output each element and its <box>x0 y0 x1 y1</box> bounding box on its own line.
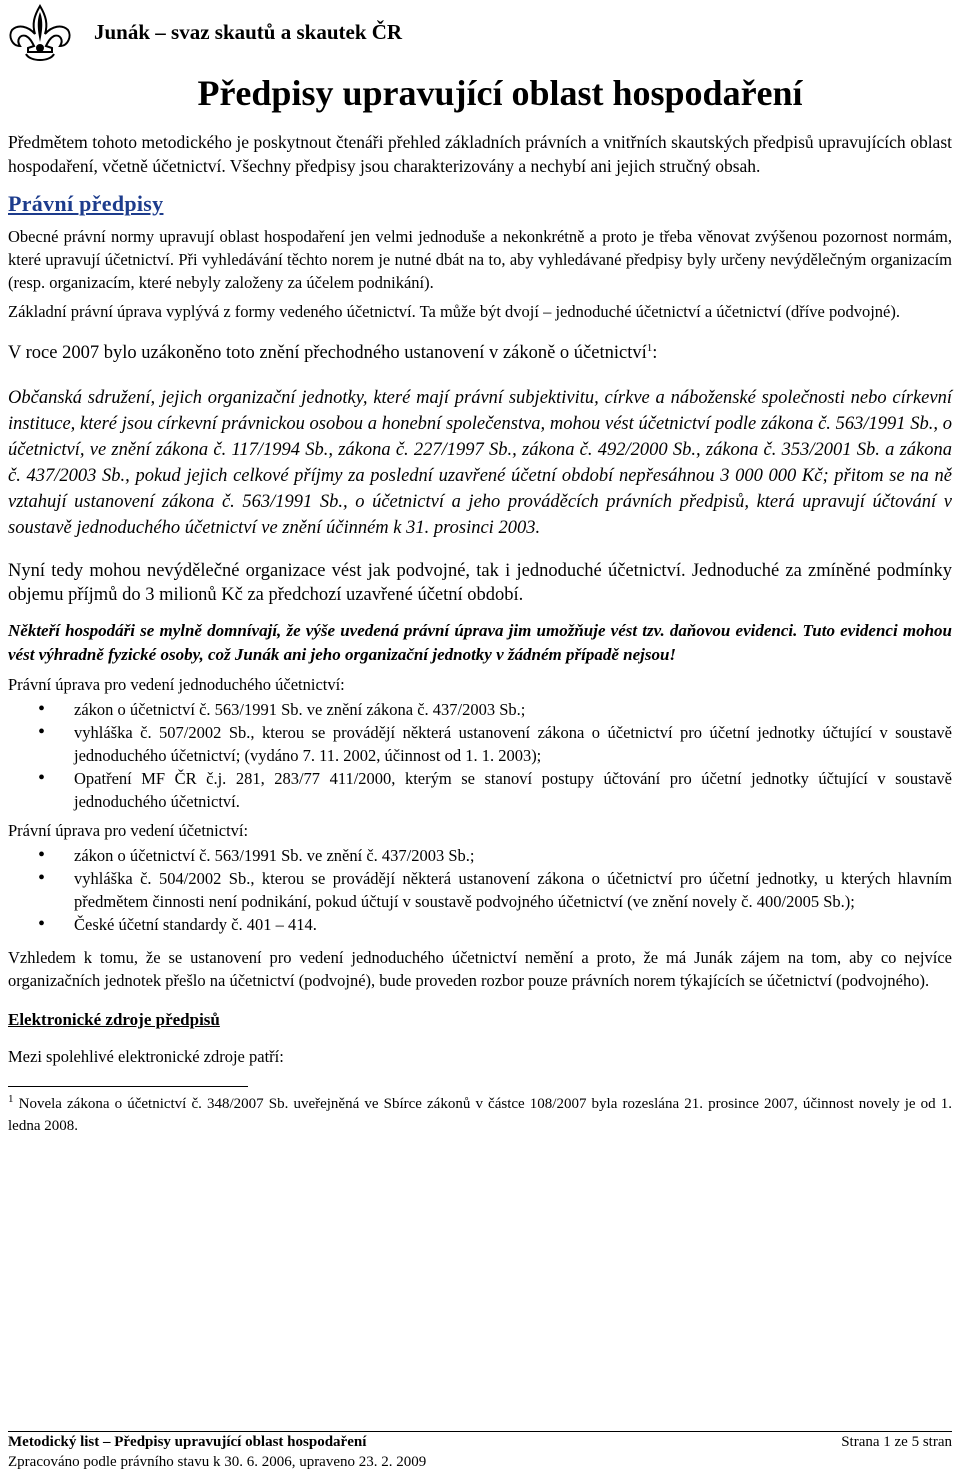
section-heading-electronic-sources: Elektronické zdroje předpisů <box>8 1010 220 1029</box>
warning-paragraph: Někteří hospodáři se mylně domnívají, že výše uvedená právní úprava jim umožňuje vést tzv. daňovou evidenci. Tuto evidenci mohou vést výhradně fyzické osoby, což Junák ani jeho organizační jednotky v žádném případě nejsou! <box>8 621 952 664</box>
paragraph-analysis: Vzhledem k tomu, že se ustanovení pro vedení jednoduchého účetnictví nemění a proto, že má Junák zájem na tom, aby co nejvíce organizačních jednotek přešlo na účetnictví (podvojné), bude proveden rozbor pouze právních norem týkajících se účetnictví (podvojného). <box>8 948 952 990</box>
footnote-text: Novela zákona o účetnictví č. 348/2007 Sb. uveřejněná ve Sbírce zákonů v částce 108/2007 byla rozeslána 21. prosince 2007, účinnost novely je od 1. ledna 2008. <box>8 1096 952 1134</box>
amendment-text-end: : <box>652 343 658 363</box>
list-item: • České účetní standardy č. 401 – 414. <box>8 913 952 936</box>
list-item: • zákon o účetnictví č. 563/1991 Sb. ve znění č. 437/2003 Sb.; <box>8 844 952 867</box>
list-accounting <box>8 844 952 936</box>
footnote <box>8 1093 952 1137</box>
list-item: • Opatření MF ČR č.j. 281, 283/77 411/2000, kterým se stanoví postupy účtování pro účetní jednotky účtující v soustavě jednoduchého účetnictví. <box>8 767 952 813</box>
footer-revision: Zpracováno podle právního stavu k 30. 6. 2006, upraveno 23. 2. 2009 <box>8 1454 427 1470</box>
list1-intro: Právní úprava pro vedení jednoduchého účetnictví: <box>8 675 345 694</box>
footnote-ref[interactable]: 1 <box>646 341 653 354</box>
page-header <box>4 2 944 66</box>
list-simple-accounting <box>8 698 952 813</box>
intro-paragraph: Předmětem tohoto metodického je poskytnout čtenáři přehled základních právních a vnitřních skautských předpisů upravujících oblast hospodaření, včetně účetnictví. Všechny předpisy jsou charakterizovány a nechybí ani jejich stručný obsah. <box>8 132 952 176</box>
paragraph-general-norms: Obecné právní normy upravují oblast hospodaření jen velmi jednoduše a nekonkrétně a proto je třeba věnovat zvýšenou pozornost normám, které upravují účetnictví. Při vyhledávání těchto norem je nutné dbát na to, aby vyhledávané předpisy byly určeny nevýdělečným organizacím (resp. organizacím, které nebyly založeny za účelem podnikání). <box>8 227 952 292</box>
paragraph-basic-regulation: Základní právní úprava vyplývá z formy vedeného účetnictví. Ta může být dvojí – jednoduché účetnictví a účetnictví (dříve podvojné). <box>8 302 900 321</box>
paragraph-now-nonprofit: Nyní tedy mohou nevýdělečné organizace vést jak podvojné, tak i jednoduché účetnictví. Jednoduché za zmíněné podmínky objemu příjmů do 3 milionů Kč za předchozí uzavřené účetní období. <box>8 561 952 605</box>
paragraph-electronic-sources: Mezi spolehlivé elektronické zdroje patří: <box>8 1047 284 1066</box>
section-heading-legal: Právní předpisy <box>8 191 164 216</box>
footnote-divider <box>8 1086 248 1087</box>
scout-lily-logo-icon <box>4 2 76 68</box>
list-item: • vyhláška č. 507/2002 Sb., kterou se provádějí některá ustanovení zákona o účetnictví pro účetní jednotky účtující v soustavě jednoduchého účetnictví; (vydáno 7. 11. 2002, účinnost od 1. 1. 2003); <box>8 721 952 767</box>
quoted-provision: Občanská sdružení, jejich organizační jednotky, které mají právní subjektivitu, církve a náboženské společnosti nebo církevní instituce, které jsou církevní právnickou osobou a honební společenstva, mohou vést účetnictví podle zákona č. 563/1991 Sb., o účetnictví, ve znění zákona č. 117/1994 Sb., zákona č. 227/1997 Sb., zákona č. 492/2000 Sb., zákona č. 353/2001 Sb. a zákona č. 437/2003 Sb., pokud jejich celkové příjmy za poslední uzavřené účetní období nepřesáhnou 3 000 000 Kč; přitom se na ně vztahují ustanovení zákona č. 563/1991 Sb., o účetnictví a jeho prováděcích právních předpisů, která upravují účtování v soustavě jednoduchého účetnictví ve znění účinném k 31. prosinci 2003. <box>8 388 952 538</box>
page-footer <box>8 1431 952 1472</box>
footnote-number: 1 <box>8 1093 14 1105</box>
page-title: Předpisy upravující oblast hospodaření <box>197 73 803 113</box>
list2-intro: Právní úprava pro vedení účetnictví: <box>8 821 249 840</box>
paragraph-2007-amendment <box>8 341 952 365</box>
document-body <box>8 130 952 1137</box>
footer-document-title: Metodický list – Předpisy upravující oblast hospodaření <box>8 1434 367 1450</box>
organization-name: Junák – svaz skautů a skautek ČR <box>94 20 403 44</box>
list-item: • vyhláška č. 504/2002 Sb., kterou se provádějí některá ustanovení zákona o účetnictví pro účetní jednotky, u kterých hlavním předmětem činnosti není podnikání, pokud účtují v soustavě podvojného účetnictví (ve znění novely č. 400/2005 Sb.); <box>8 867 952 913</box>
list-item: • zákon o účetnictví č. 563/1991 Sb. ve znění zákona č. 437/2003 Sb.; <box>8 698 952 721</box>
amendment-text: V roce 2007 bylo uzákoněno toto znění přechodného ustanovení v zákoně o účetnictví <box>8 343 647 363</box>
footer-page-number: Strana 1 ze 5 stran <box>841 1434 952 1450</box>
